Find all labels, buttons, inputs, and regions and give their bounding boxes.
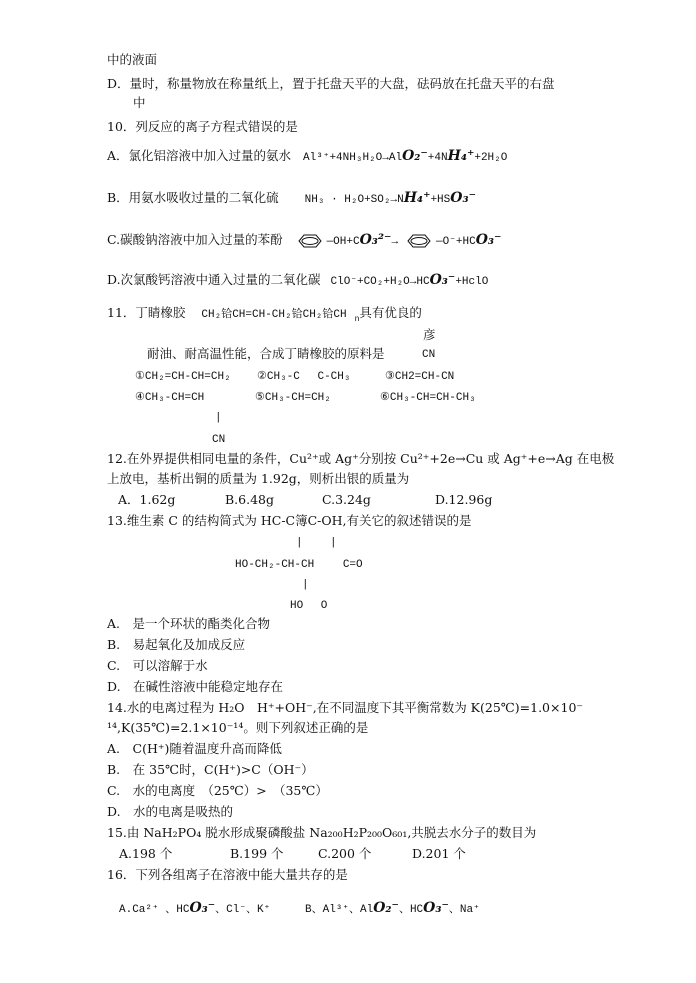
q10-b-formula: NH₃ · H₂O+SO₂→N xyxy=(304,194,404,206)
q11-choice-2: ②CH₃-C C-CH₃ xyxy=(257,371,351,383)
q16-b-ion: O₃⁻ xyxy=(423,900,449,916)
question-12-cont: 上放电，基析出铜的质量为 1.92g，则析出银的质量为 xyxy=(107,471,410,486)
q13-option-a: A. 是一个环状的酯类化合物 xyxy=(107,616,271,631)
q10-d-text: D.次氯酸钙溶液中通入过量的二氧化碳 xyxy=(107,272,321,287)
q10-d-ion: O₃⁻ xyxy=(429,272,456,288)
q15-option-b: B.199 个 xyxy=(230,846,284,861)
q16-option-b xyxy=(305,900,480,918)
q10-a-ion: H₄⁺ xyxy=(447,148,475,164)
q11-choice-6: ⑥CH₃-CH=CH-CH₃ xyxy=(380,392,476,404)
q12-option-d: D.12.96g xyxy=(435,492,493,507)
q16-b-formula: 、Na⁺ xyxy=(448,904,480,916)
q11-subscript: n xyxy=(354,315,360,324)
question-16: 16．下列各组离子在溶液中能大量共存的是 xyxy=(107,867,348,882)
question-14: 14.水的电离过程为 H₂O H⁺+OH⁻,在不同温度下其平衡常数为 K(25℃)=1.0×10⁻ xyxy=(107,700,583,715)
benzene-ring-icon xyxy=(293,233,327,249)
q11-choice-1: ①CH₂=CH-CH=CH₂ xyxy=(135,371,231,383)
q10-c-formula: —O⁻+HC xyxy=(436,236,476,248)
q14-option-b: B. 在 35℃时，C(H⁺)>C（OH⁻） xyxy=(107,762,314,777)
question-12: 12.在外界提供相同电量的条件，Cu²⁺或 Ag⁺分别按 Cu²⁺+2e→Cu 或 Ag⁺+e→Ag 在电极 xyxy=(107,451,615,466)
q13-option-d: D. 在碱性溶液中能稳定地存在 xyxy=(107,679,284,694)
q11-text: 具有优良的 xyxy=(359,305,422,320)
question-14-cont: ¹⁴,K(35℃)=2.1×10⁻¹⁴。则下列叙述正确的是 xyxy=(107,720,369,735)
q11-cn-label: CN xyxy=(422,349,436,361)
q10-b-text: B．用氨水吸收过量的二氧化硫 xyxy=(107,190,279,205)
q11-cn-label: CN xyxy=(212,434,226,446)
q12-option-a: A．1.62g xyxy=(118,492,176,507)
question-13: 13.维生素 C 的结构简式为 HC-C簿C-OH,有关它的叙述错误的是 xyxy=(107,513,472,528)
text-line: 中的液面 xyxy=(107,52,158,67)
bond-line: | xyxy=(330,537,337,549)
q10-b-ion: O₃⁻ xyxy=(450,190,476,206)
question-10: 10．列反应的离子方程式错误的是 xyxy=(107,119,298,134)
q16-option-a xyxy=(119,900,270,918)
q11-choice-5: ⑤CH₃-CH=CH₂ xyxy=(255,392,331,404)
q10-option-a xyxy=(107,148,507,166)
q10-a-formula: Al³⁺+4NH₃H₂O→Al xyxy=(303,152,403,164)
q15-option-c: C.200 个 xyxy=(318,846,372,861)
q10-option-c xyxy=(107,232,501,250)
q10-option-b xyxy=(107,190,476,208)
benzene-ring-icon xyxy=(402,233,436,249)
q13-structure: HO O xyxy=(290,600,328,612)
bond-line: | xyxy=(302,579,309,591)
q10-d-formula: +HclO xyxy=(455,276,489,288)
bond-line: | xyxy=(296,537,303,549)
q10-a-text: A．氯化铝溶液中加入过量的氨水 xyxy=(107,148,292,163)
q13-option-c: C. 可以溶解于水 xyxy=(107,658,208,673)
q10-c-text: C.碳酸钠溶液中加入过量的苯酚 xyxy=(107,232,283,247)
q10-d-formula: ClO⁻+CO₂+H₂O→HC xyxy=(330,276,430,288)
q10-b-formula: +HS xyxy=(430,194,451,206)
q14-option-a: A. C(H⁺)随着温度升高而降低 xyxy=(107,741,282,756)
q12-option-c: C.3.24g xyxy=(322,492,371,507)
question-11 xyxy=(107,305,422,328)
q11-text: 11．丁睛橡胶 xyxy=(107,305,186,320)
q11-choice-4: ④CH₃-CH=CH xyxy=(135,392,205,404)
q11-glyph: 彦 xyxy=(423,327,436,342)
text-line: 中 xyxy=(133,95,146,110)
q10-option-d xyxy=(107,272,488,290)
q10-c-ion: O₃⁻ xyxy=(475,232,502,248)
bond-line: | xyxy=(215,412,222,424)
q16-a-ion: O₃⁻ xyxy=(189,900,216,916)
q10-b-ion: H₄⁺ xyxy=(403,190,431,206)
q16-a-formula: 、Cl⁻、K⁺ xyxy=(215,904,271,916)
q15-option-d: D.201 个 xyxy=(412,846,466,861)
q13-option-b: B. 易起氧化及加成反应 xyxy=(107,637,246,652)
q16-b-formula: B、Al³⁺、Al xyxy=(305,904,374,916)
option-d-line: D．量时，称量物放在称量纸上，置于托盘天平的大盘，砝码放在托盘天平的右盘 xyxy=(107,76,555,91)
q12-option-b: B.6.48g xyxy=(225,492,274,507)
q11-choice-3: ③CH2=CH-CN xyxy=(385,371,455,383)
q16-b-formula: 、HC xyxy=(398,904,424,916)
q10-c-formula: —OH+C xyxy=(326,236,360,248)
q14-option-d: D. 水的电离是吸热的 xyxy=(107,804,234,819)
q10-c-arrow: → xyxy=(391,236,399,248)
q16-b-ion: O₂⁻ xyxy=(373,900,399,916)
q10-a-formula: +4N xyxy=(427,152,448,164)
q15-option-a: A.198 个 xyxy=(119,846,173,861)
q10-a-ion: O₂⁻ xyxy=(402,148,428,164)
q13-structure: HO-CH₂-CH-CH C=O xyxy=(235,559,363,571)
q14-option-c: C. 水的电离度 （25℃）> （35℃） xyxy=(107,783,328,798)
q10-c-ion: O₃²⁻ xyxy=(359,232,392,248)
q11-text: 耐油、耐高温性能，合成丁睛橡胶的原料是 xyxy=(147,346,385,361)
q11-formula: CH₂铪CH=CH-CH₂铪CH₂铪CH xyxy=(201,309,347,321)
q10-a-formula: +2H₂O xyxy=(474,152,508,164)
q16-a-formula: A.Ca²⁺ 、HC xyxy=(119,904,190,916)
question-15: 15.由 NaH₂PO₄ 脱水形成聚磷酸盐 Na₂₀₀H₂P₂₀₀O₆₀₁,共脱去水分子的数目为 xyxy=(107,825,537,840)
